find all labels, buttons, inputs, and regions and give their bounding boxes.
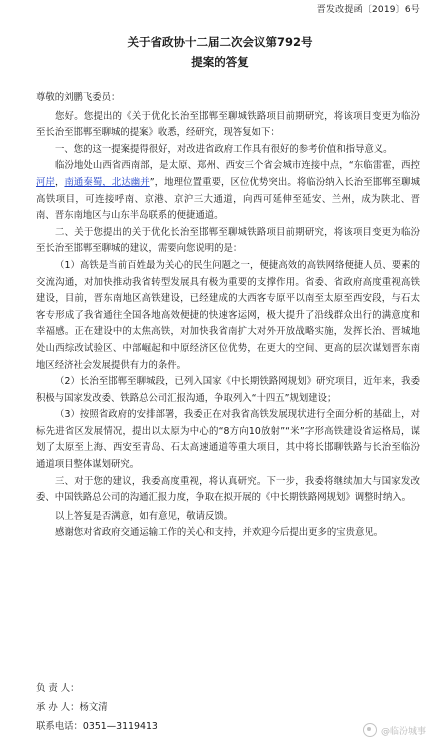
paragraph-feedback: 以上答复是否满意，如有意见，敬请反馈。 bbox=[55, 510, 234, 522]
document-subtitle: 提案的答复 bbox=[191, 55, 249, 69]
document-number: 晋发改提函〔2019〕6号 bbox=[316, 5, 420, 15]
paragraph-point-3: （3）按照省政府的安排部署，我委正在对我省高铁发展现状进行全面分析的基础上，对标先进省区发展情况，提出以太原为中心的“8方向10放射”“米”字形高铁建设省运格局，谋划了太原至上海、西安至青岛、石太高速通道等重大项目，其中将长邯聊铁路与长治至临汾通道项目整体谋划研究。 bbox=[36, 409, 420, 471]
paragraph-section-2: 二、关于您提出的关于优化长治至邯郸至聊城铁路项目前期研究，将该项目变更为临汾至长治至邯郸至聊城的建议，需要向您说明的是： bbox=[36, 226, 420, 255]
watermark bbox=[363, 723, 426, 737]
weibo-icon bbox=[363, 723, 377, 737]
title-block bbox=[0, 34, 440, 70]
paragraph-geography bbox=[36, 158, 420, 224]
geography-text-end: ”，地理位置重要，区位优势突出。将临汾纳入长治至邯郸至聊城高铁项目，可连接呼南、京港、京沪三大通道，向西可延伸至延安、兰州，成为陕北、晋南、晋东南地区与山东半岛联系的便捷通道。 bbox=[36, 176, 420, 222]
contact-footer bbox=[36, 679, 158, 736]
link-hean[interactable]: 河岸 bbox=[36, 176, 55, 188]
link-nantong-qinshu[interactable]: 南通秦蜀，北达幽并 bbox=[64, 176, 150, 188]
responsible-person-label: 负 责 人： bbox=[36, 683, 80, 694]
geography-text-sep: ， bbox=[54, 176, 65, 188]
paragraph-point-1: （1）高铁是当前百姓最为关心的民生问题之一，便捷高效的高铁网络便捷人员、要素的交流沟通，对加快推动我省转型发展具有极为重要的支撑作用。省委、省政府高度重视高铁建设，目前，晋东南地区高铁建设，已经建成的大西客专原平以南至太原至西安段，与石太客专形成了我省通往全国各地高效便捷的快速客运网，极大提升了沿线群众出行的满意度和幸福感。正在建设中的太焦高铁，对加快我省南扩大对外开放战略实施，发挥长治、晋城地处山西综改试验区、中部崛起和中原经济区位优势，在更大的空间、更高的层次谋划晋东南地区经济社会发展提供有力的条件。 bbox=[36, 259, 420, 371]
paragraph-section-3: 三、对于您的建议，我委高度重视，将认真研究。下一步，我委将继续加大与国家发改委、中国铁路总公司的沟通汇报力度，争取在拟开展的《中长期铁路网规划》调整时纳入。 bbox=[36, 475, 420, 504]
responsible-person-row bbox=[36, 679, 158, 698]
paragraph-section-1: 一、您的这一提案提得很好，对改进省政府工作具有很好的参考价值和指导意义。 bbox=[55, 143, 393, 155]
handler-label: 承 办 人： bbox=[36, 702, 80, 713]
phone-label: 联系电话： bbox=[36, 721, 83, 732]
document-body bbox=[36, 90, 420, 542]
phone-value: 0351—3119413 bbox=[82, 721, 158, 732]
paragraph-intro: 您好。您提出的《关于优化长治至邯郸至聊城铁路项目前期研究，将该项目变更为临汾至长治至邯郸至聊城的提案》收悉，经研究，现答复如下： bbox=[36, 110, 420, 139]
paragraph-thanks: 感谢您对省政府交通运输工作的关心和支持，并欢迎今后提出更多的宝贵意见。 bbox=[55, 527, 384, 539]
salutation: 尊敬的刘鹏飞委员： bbox=[36, 92, 121, 103]
phone-row bbox=[36, 717, 158, 736]
watermark-text: @临汾城事 bbox=[380, 726, 426, 737]
geography-text-start: 临汾地处山西省西南部，是太原、郑州、西安三个省会城市连接中点，“东临雷霍，西控 bbox=[55, 160, 420, 172]
handler-name: 杨文清 bbox=[79, 702, 108, 713]
handler-row bbox=[36, 698, 158, 717]
document-title: 关于省政协十二届二次会议第792号 bbox=[127, 35, 313, 49]
paragraph-point-2: （2）长治至邯郸至聊城段，已列入国家《中长期铁路网规划》研究项目，近年来，我委积极与国家发改委、铁路总公司汇报沟通，争取列入“十四五”规划建设； bbox=[36, 376, 420, 404]
